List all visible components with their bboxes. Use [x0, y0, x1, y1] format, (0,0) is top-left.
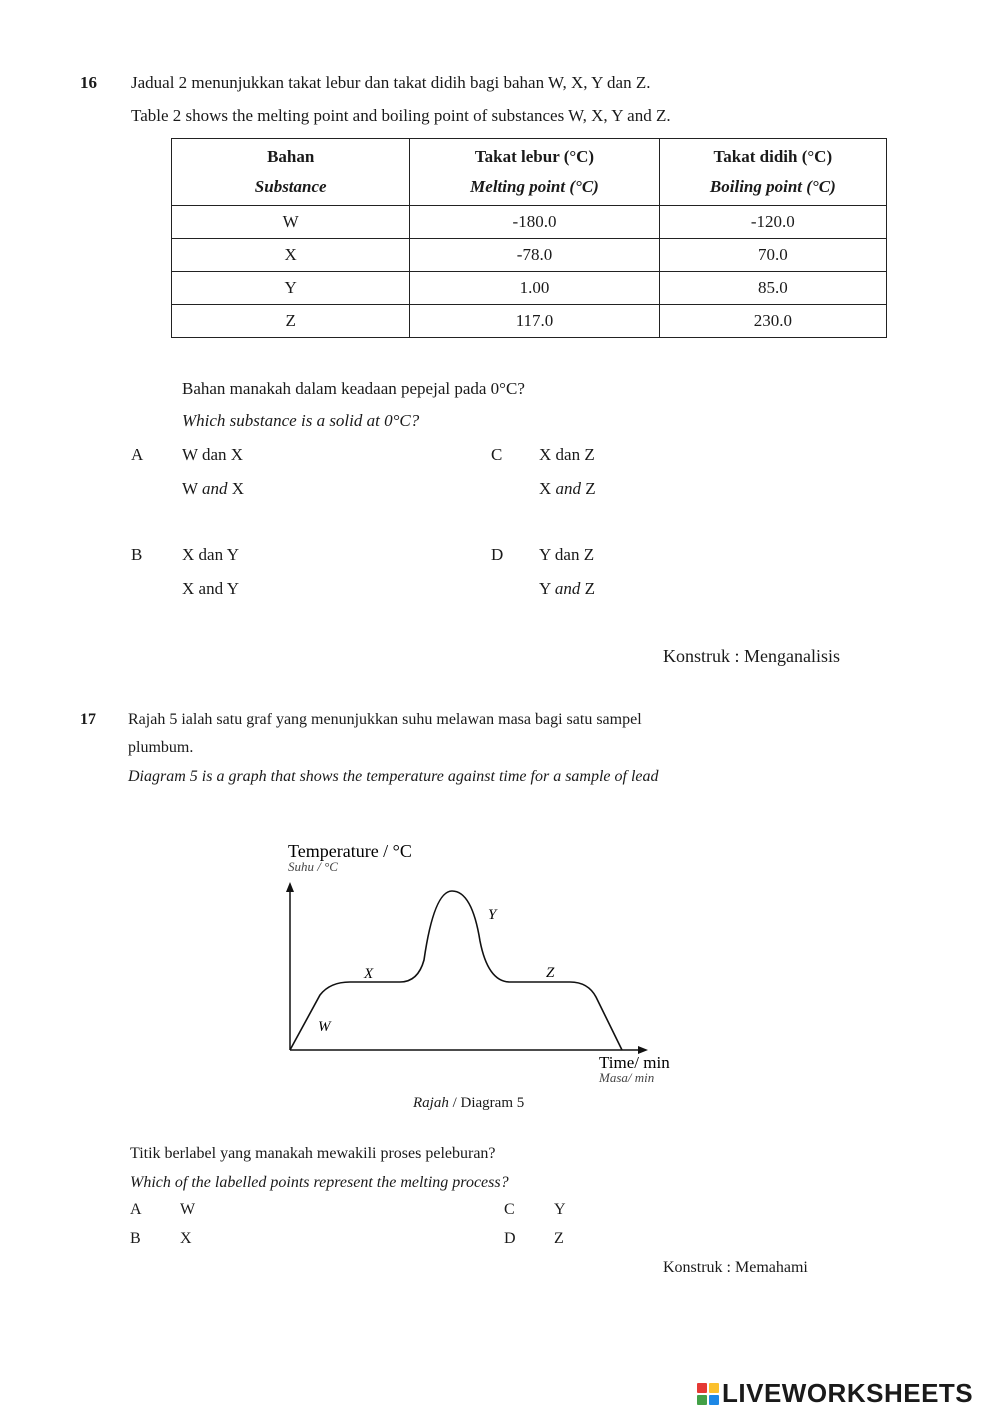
q16-option-a-malay: W dan X [182, 445, 244, 464]
q16-option-d-letter[interactable]: D [491, 545, 504, 564]
q17-option-b-value: X [180, 1230, 192, 1247]
x-axis-label-english: Time/ min [599, 1053, 670, 1072]
y-axis-label-malay: Suhu / °C [288, 859, 338, 874]
q16-option-c-malay: X dan Z [539, 445, 595, 464]
q16-option-c-en-and: and [555, 479, 582, 498]
logo-grid-icon [697, 1383, 719, 1405]
diagram-caption-english: / Diagram 5 [452, 1095, 525, 1111]
table-row [172, 239, 887, 272]
table-row [172, 305, 887, 338]
cell-boiling: 230.0 [659, 305, 886, 338]
q16-intro-english: Table 2 shows the melting point and boiling point of substances W, X, Y and Z. [131, 106, 671, 125]
logo-square-green [697, 1395, 707, 1405]
logo-square-red [697, 1383, 707, 1393]
q17-option-b-letter[interactable]: B [130, 1230, 141, 1247]
q16-question-malay: Bahan manakah dalam keadaan pepejal pada 0°C? [182, 379, 525, 398]
logo-text: LIVEWORKSHEETS [722, 1378, 974, 1408]
q16-option-b-letter[interactable]: B [131, 545, 143, 564]
q16-question-english: Which substance is a solid at 0°C? [182, 411, 420, 430]
q16-option-d-en-second: Z [584, 579, 596, 598]
q16-option-b-english: X and Y [182, 579, 239, 598]
logo-square-yellow [709, 1383, 719, 1393]
q16-option-d-english [539, 579, 595, 599]
cell-boiling: 70.0 [659, 239, 886, 272]
y-axis-label-english: Temperature / °C [288, 841, 412, 861]
q17-option-c-value: Y [554, 1201, 566, 1218]
substance-table [171, 138, 887, 338]
q17-intro-malay-line2: plumbum. [128, 739, 194, 756]
q16-option-a-en-and: and [202, 479, 228, 498]
cell-melting: -180.0 [410, 206, 659, 239]
header-substance [172, 139, 410, 206]
point-label-x: X [364, 966, 374, 982]
q16-number: 16 [80, 73, 97, 92]
table-row [172, 206, 887, 239]
q17-intro-english: Diagram 5 is a graph that shows the temperature against time for a sample of lead [128, 768, 659, 785]
q16-option-a-english [182, 479, 244, 499]
diagram-caption [413, 1095, 524, 1112]
cell-substance: X [172, 239, 410, 272]
q17-option-a-value: W [180, 1201, 196, 1218]
q17-intro-malay-line1: Rajah 5 ialah satu graf yang menunjukkan suhu melawan masa bagi satu sampel [128, 711, 642, 728]
q16-option-a-letter[interactable]: A [131, 445, 144, 464]
q17-option-d-letter[interactable]: D [504, 1230, 516, 1247]
q16-option-d-en-and: and [554, 579, 581, 598]
cell-substance: W [172, 206, 410, 239]
q16-option-c-letter[interactable]: C [491, 445, 503, 464]
q17-option-d-value: Z [554, 1230, 564, 1247]
q16-option-b-malay: X dan Y [182, 545, 239, 564]
cell-boiling: 85.0 [659, 272, 886, 305]
cell-melting: 117.0 [410, 305, 659, 338]
q17-number: 17 [80, 711, 96, 728]
q17-option-a-letter[interactable]: A [130, 1201, 142, 1218]
cell-boiling: -120.0 [659, 206, 886, 239]
point-label-y: Y [488, 907, 497, 923]
cell-substance: Z [172, 305, 410, 338]
q17-option-c-letter[interactable]: C [504, 1201, 515, 1218]
q16-option-c-en-second: Z [585, 479, 596, 498]
cell-melting: -78.0 [410, 239, 659, 272]
diagram-caption-malay: Rajah [413, 1095, 449, 1111]
header-melting-en: Melting point (°C) [470, 177, 599, 196]
point-label-z: Z [546, 965, 555, 981]
y-axis-arrow-icon [286, 882, 294, 892]
q17-construct: Konstruk : Memahami [663, 1259, 808, 1276]
header-substance-ms: Bahan [267, 147, 315, 166]
point-label-w: W [318, 1019, 331, 1035]
x-axis-label-malay: Masa/ min [599, 1070, 655, 1085]
q16-option-c-en-first: X [539, 479, 552, 498]
q16-construct: Konstruk : Menganalisis [663, 646, 840, 666]
table-header-row [172, 139, 887, 206]
q17-question-english: Which of the labelled points represent the melting process? [130, 1174, 509, 1191]
header-boiling-en: Boiling point (°C) [709, 177, 836, 196]
q17-question-malay: Titik berlabel yang manakah mewakili proses peleburan? [130, 1145, 496, 1162]
header-substance-en: Substance [254, 177, 327, 196]
header-melting-ms: Takat lebur (°C) [474, 147, 595, 166]
q16-option-c-english [539, 479, 596, 499]
q16-option-d-malay: Y dan Z [539, 545, 595, 564]
q16-option-a-en-first: W [182, 479, 198, 498]
header-melting-point [410, 139, 659, 206]
table-row [172, 272, 887, 305]
temperature-time-graph [270, 835, 710, 1095]
header-boiling-ms: Takat didih (°C) [713, 147, 833, 166]
heating-curve [290, 891, 622, 1050]
liveworksheets-logo [697, 1378, 973, 1409]
q16-option-d-en-first: Y [539, 579, 551, 598]
cell-melting: 1.00 [410, 272, 659, 305]
header-boiling-point [659, 139, 886, 206]
logo-square-blue [709, 1395, 719, 1405]
q16-option-a-en-second: X [231, 479, 245, 498]
cell-substance: Y [172, 272, 410, 305]
q16-intro-malay: Jadual 2 menunjukkan takat lebur dan takat didih bagi bahan W, X, Y dan Z. [131, 73, 651, 92]
